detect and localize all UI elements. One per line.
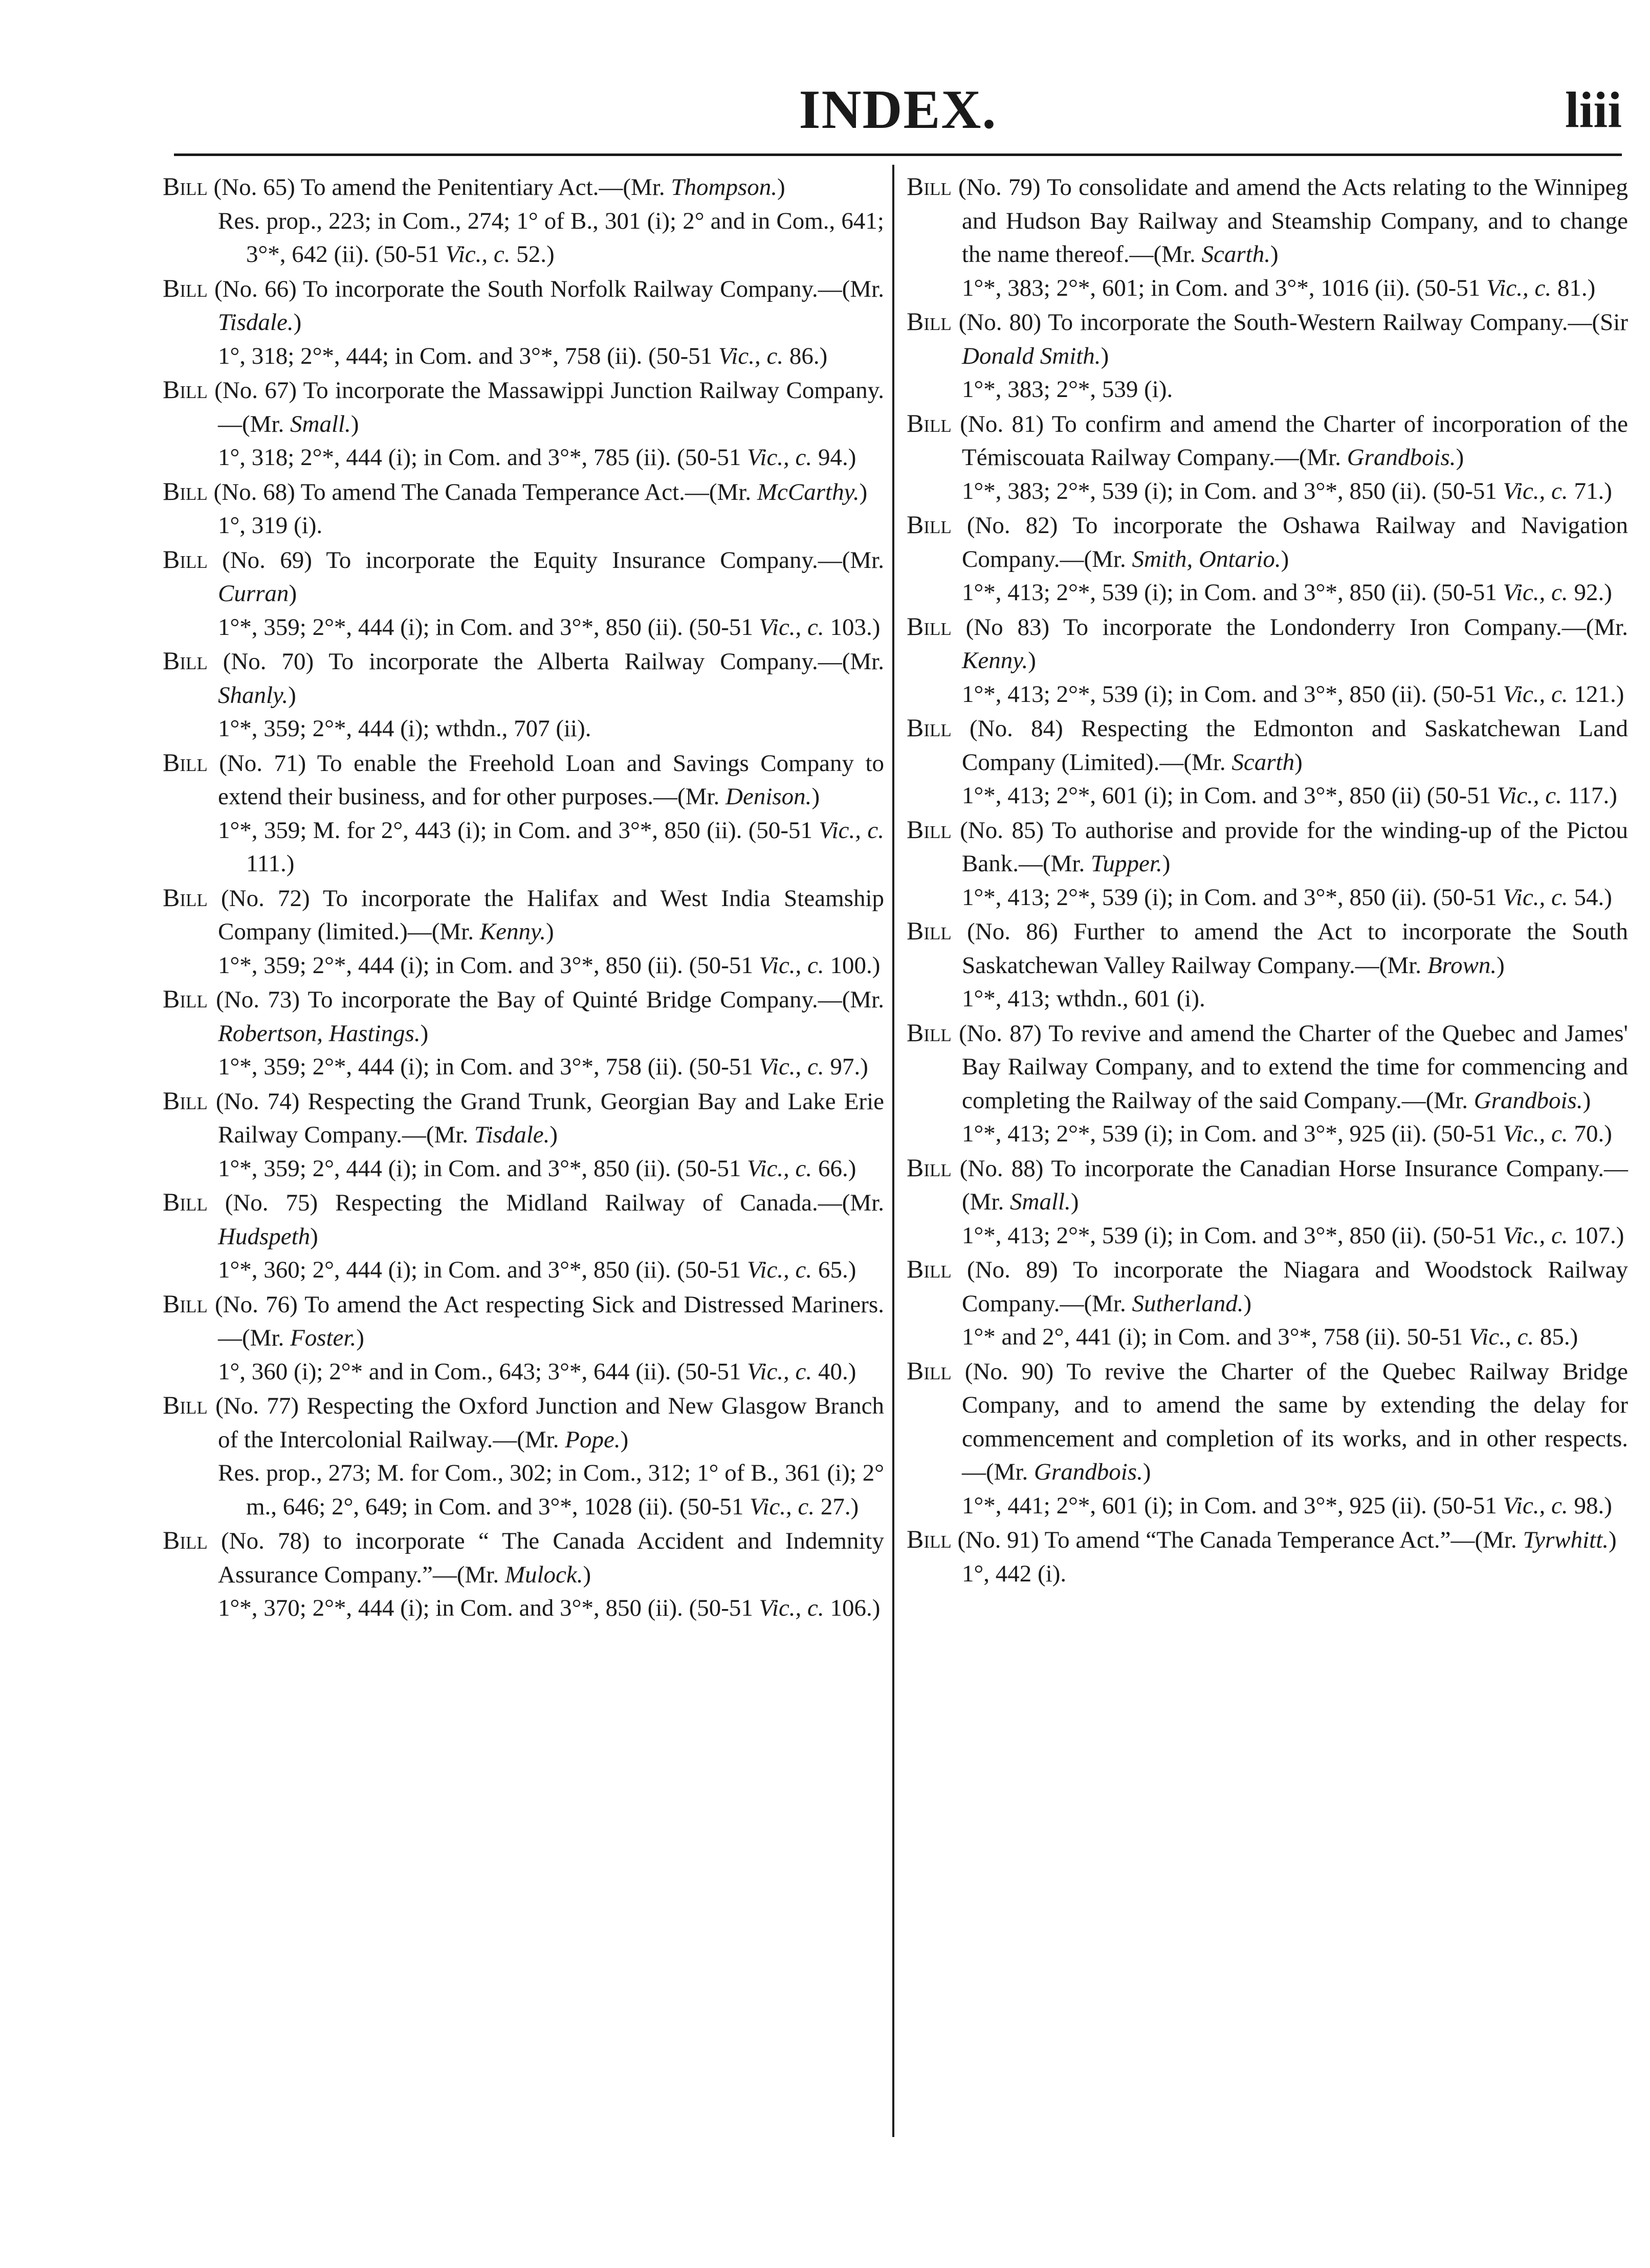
index-entry <box>163 644 884 746</box>
proceedings-text: 1°, 318; 2°*, 444 (i); in Com. and 3°*, 785 (ii). (50-51 <box>218 444 747 471</box>
entry-title: (No. 71) To enable the Freehold Loan and Savings Company to extend their business, and for other purposes.—(Mr. <box>207 750 884 810</box>
statute-chapter: 107.) <box>1568 1222 1624 1249</box>
running-head <box>174 77 1622 143</box>
entry-lead: Bill <box>907 1018 952 1047</box>
entry-title: (No. 68) To amend The Canada Temperance Act.—(Mr. <box>207 478 757 505</box>
entry-sponsor: Donald Smith. <box>962 342 1101 369</box>
entry-proceedings <box>163 611 884 645</box>
entry-sponsor: Grandbois. <box>1347 444 1456 471</box>
entry-sponsor: Hudspeth <box>218 1223 311 1250</box>
entry-sponsor: Mulock. <box>504 1561 583 1588</box>
proceedings-text: Res. prop., 273; M. for Com., 302; in Com., 312; 1° of B., 361 (i); 2° m., 646; 2°, 649; in Com. and 3°*, 1028 (ii). (50-51 <box>218 1460 884 1520</box>
statute-chapter: 54.) <box>1568 884 1612 911</box>
entry-title: (No. 72) To incorporate the Halifax and West India Steamship Company (limited.)—(Mr. <box>207 885 884 945</box>
statute-chapter: 66.) <box>812 1155 856 1182</box>
entry-sponsor: Kenny. <box>962 647 1028 674</box>
entry-title: (No. 84) Respecting the Edmonton and Saskatchewan Land Company (Limited).—(Mr. <box>951 715 1628 776</box>
entry-lead: Bill <box>907 916 952 945</box>
entry-heading-tail: ) <box>545 918 554 945</box>
proceedings-text: 1°*, 359; M. for 2°, 443 (i); in Com. and 3°*, 850 (ii). (50-51 <box>218 817 819 844</box>
statute-ref: Vic., c. <box>1469 1324 1534 1350</box>
entry-proceedings <box>907 678 1628 712</box>
index-entry <box>907 1523 1628 1591</box>
entry-title: (No. 86) Further to amend the Act to incorporate the South Saskatchewan Valley Railway Company.—(Mr. <box>951 918 1628 979</box>
index-entry <box>163 475 884 543</box>
index-entry <box>163 1287 884 1389</box>
entry-title: (No. 87) To revive and amend the Charter of the Quebec and James' Bay Railway Company, and to extend the time for commencing and completing the Railway of the said Company.—(Mr. <box>951 1020 1628 1114</box>
entry-heading <box>163 982 884 1050</box>
statute-ref: Vic., c. <box>1503 1120 1568 1147</box>
entry-proceedings <box>907 373 1628 407</box>
statute-chapter: 65.) <box>812 1257 856 1283</box>
statute-chapter: 97.) <box>824 1053 868 1080</box>
entry-lead: Bill <box>163 172 208 201</box>
entry-title: (No. 77) Respecting the Oxford Junction and New Glasgow Branch of the Intercolonial Railway.—(Mr. <box>207 1393 884 1453</box>
entry-sponsor: Scarth. <box>1201 241 1270 268</box>
proceedings-text: 1°*, 383; 2°*, 539 (i); in Com. and 3°*, 850 (ii). (50-51 <box>962 477 1503 504</box>
statute-chapter: 85.) <box>1534 1324 1578 1350</box>
proceedings-text: 1°*, 359; 2°*, 444 (i); in Com. and 3°*, 758 (ii). (50-51 <box>218 1053 759 1080</box>
statute-ref: Vic., c. <box>1503 477 1568 504</box>
entry-sponsor: Pope. <box>565 1426 621 1453</box>
index-entry <box>163 1389 884 1524</box>
entry-lead: Bill <box>907 307 952 336</box>
entry-sponsor: Kenny. <box>479 918 546 945</box>
statute-chapter: 106.) <box>824 1595 881 1621</box>
entry-heading <box>163 543 884 611</box>
entry-heading-tail: ) <box>310 1223 318 1250</box>
entry-heading <box>163 881 884 949</box>
proceedings-text: Res. prop., 223; in Com., 274; 1° of B., 301 (i); 2° and in Com., 641; 3°*, 642 (ii). (50-51 <box>218 207 884 268</box>
entry-heading <box>907 1151 1628 1219</box>
entry-proceedings <box>163 441 884 475</box>
entry-title: (No. 91) To amend “The Canada Temperance Act.”—(Mr. <box>951 1527 1523 1553</box>
entry-proceedings <box>163 1050 884 1084</box>
entry-heading-tail: ) <box>350 410 359 437</box>
entry-heading <box>907 1523 1628 1557</box>
entry-sponsor: Grandbois. <box>1473 1087 1583 1114</box>
entry-proceedings <box>907 475 1628 509</box>
index-entry <box>163 746 884 881</box>
statute-ref: Vic., c. <box>747 1358 812 1385</box>
entry-heading-tail: ) <box>1270 241 1279 268</box>
entry-heading-tail: ) <box>1294 748 1303 776</box>
proceedings-text: 1°*, 413; wthdn., 601 (i). <box>962 985 1205 1012</box>
entry-heading-tail: ) <box>1609 1527 1617 1553</box>
entry-proceedings <box>163 340 884 373</box>
index-column-right <box>907 170 1628 1591</box>
proceedings-text: 1°*, 370; 2°*, 444 (i); in Com. and 3°*, 850 (ii). (50-51 <box>218 1595 759 1621</box>
statute-ref: Vic., c. <box>759 613 824 641</box>
entry-lead: Bill <box>907 408 952 437</box>
statute-chapter: 111.) <box>246 850 295 877</box>
index-entry <box>907 813 1628 915</box>
proceedings-text: 1°*, 359; 2°*, 444 (i); in Com. and 3°*, 850 (ii). (50-51 <box>218 613 759 641</box>
entry-title: (No. 65) To amend the Penitentiary Act.—(Mr. <box>207 174 671 201</box>
entry-title: (No. 73) To incorporate the Bay of Quinté Bridge Company.—(Mr. <box>207 986 884 1013</box>
entry-lead: Bill <box>163 747 208 777</box>
entry-heading-tail: ) <box>859 478 868 505</box>
entry-proceedings <box>163 205 884 272</box>
entry-title: (No. 74) Respecting the Grand Trunk, Georgian Bay and Lake Erie Railway Company.—(Mr. <box>207 1088 884 1148</box>
statute-chapter: 94.) <box>812 444 856 471</box>
entry-sponsor: Foster. <box>290 1325 357 1351</box>
entry-heading <box>907 610 1628 678</box>
entry-heading-tail: ) <box>293 309 302 336</box>
entry-lead: Bill <box>163 1187 208 1216</box>
entry-heading <box>163 475 884 510</box>
entry-title: (No. 89) To incorporate the Niagara and Woodstock Railway Company.—(Mr. <box>951 1257 1628 1317</box>
entry-lead: Bill <box>907 1153 952 1182</box>
entry-proceedings <box>163 814 884 881</box>
entry-title: (No. 78) to incorporate “ The Canada Accident and Indemnity Assurance Company.”—(Mr. <box>207 1528 884 1588</box>
entry-heading-tail: ) <box>420 1020 429 1047</box>
entry-title: (No. 76) To amend the Act respecting Sick and Distressed Mariners.—(Mr. <box>207 1291 884 1351</box>
entry-proceedings <box>163 509 884 543</box>
index-entry <box>907 1016 1628 1151</box>
entry-heading <box>907 1354 1628 1489</box>
entry-heading-tail: ) <box>289 580 297 607</box>
entry-proceedings <box>907 1117 1628 1151</box>
proceedings-text: 1°*, 413; 2°*, 539 (i); in Com. and 3°*, 925 (ii). (50-51 <box>962 1120 1503 1147</box>
entry-heading <box>163 170 884 205</box>
entry-lead: Bill <box>907 1254 952 1283</box>
statute-ref: Vic., c. <box>1503 884 1568 911</box>
statute-chapter: 92.) <box>1568 579 1612 606</box>
entry-heading-tail: ) <box>777 174 785 201</box>
index-entry <box>907 914 1628 1016</box>
entry-title: (No. 85) To authorise and provide for the winding-up of the Pictou Bank.—(Mr. <box>951 817 1628 877</box>
statute-ref: Vic., c. <box>1503 1222 1568 1249</box>
index-entry <box>907 1151 1628 1253</box>
entry-heading-tail: ) <box>1582 1087 1591 1114</box>
index-entry <box>907 711 1628 813</box>
proceedings-text: 1°*, 413; 2°*, 539 (i); in Com. and 3°*, 850 (ii). (50-51 <box>962 1222 1503 1249</box>
entry-heading <box>907 170 1628 272</box>
statute-chapter: 98.) <box>1568 1492 1612 1519</box>
entry-sponsor: Denison. <box>725 783 812 810</box>
index-column-left <box>163 170 884 1625</box>
statute-ref: Vic., c. <box>747 444 812 471</box>
entry-title: (No 83) To incorporate the Londonderry Iron Company.—(Mr. <box>951 613 1628 641</box>
entry-lead: Bill <box>907 1356 952 1385</box>
entry-sponsor: Shanly. <box>218 681 289 709</box>
entry-title: (No. 79) To consolidate and amend the Acts relating to the Winnipeg and Hudson Bay Railway and Steamship Company, and to change the name thereof.—(Mr. <box>951 174 1628 268</box>
statute-chapter: 70.) <box>1568 1120 1612 1147</box>
entry-proceedings <box>907 576 1628 610</box>
index-entry <box>163 1084 884 1186</box>
entry-sponsor: Tisdale. <box>218 309 294 336</box>
entry-heading <box>907 1252 1628 1320</box>
entry-proceedings <box>907 272 1628 305</box>
proceedings-text: 1°*, 359; 2°, 444 (i); in Com. and 3°*, 850 (ii). (50-51 <box>218 1155 747 1182</box>
entry-title: (No. 82) To incorporate the Oshawa Railway and Navigation Company.—(Mr. <box>951 512 1628 572</box>
statute-chapter: 27.) <box>815 1493 859 1520</box>
statute-chapter: 117.) <box>1561 782 1617 809</box>
entry-heading-tail: ) <box>811 783 820 810</box>
proceedings-text: 1°*, 413; 2°*, 539 (i); in Com. and 3°*, 850 (ii). (50-51 <box>962 884 1503 911</box>
statute-ref: Vic., c. <box>1503 579 1568 606</box>
entry-heading <box>163 746 884 814</box>
proceedings-text: 1°*, 441; 2°*, 601 (i); in Com. and 3°*, 925 (ii). (50-51 <box>962 1492 1503 1519</box>
entry-sponsor: Tisdale. <box>474 1121 550 1148</box>
entry-heading <box>163 1389 884 1457</box>
entry-proceedings <box>907 1557 1628 1591</box>
entry-heading-tail: ) <box>356 1325 364 1351</box>
statute-ref: Vic., c. <box>750 1493 815 1520</box>
entry-heading-tail: ) <box>1243 1290 1252 1317</box>
page-title: INDEX. <box>799 79 997 140</box>
entry-title: (No. 81) To confirm and amend the Charter of incorporation of the Témiscouata Railway Company.—(Mr. <box>951 410 1628 471</box>
entry-heading <box>163 644 884 712</box>
entry-heading-tail: ) <box>549 1121 558 1148</box>
index-entry <box>163 373 884 475</box>
statute-ref: Vic., c. <box>759 1595 824 1621</box>
statute-chapter: 100.) <box>824 952 881 979</box>
statute-chapter: 52.) <box>510 241 555 268</box>
page-number: liii <box>1565 81 1622 138</box>
proceedings-text: 1°*, 360; 2°, 444 (i); in Com. and 3°*, 850 (ii). (50-51 <box>218 1257 747 1283</box>
proceedings-text: 1°, 360 (i); 2°* and in Com., 643; 3°*, 644 (ii). (50-51 <box>218 1358 747 1385</box>
entry-title: (No. 66) To incorporate the South Norfolk Railway Company.—(Mr. <box>207 275 884 302</box>
entry-lead: Bill <box>163 984 208 1013</box>
proceedings-text: 1°, 318; 2°*, 444; in Com. and 3°*, 758 (ii). (50-51 <box>218 342 719 369</box>
entry-sponsor: Small. <box>1010 1188 1071 1215</box>
index-entry <box>907 1354 1628 1523</box>
entry-lead: Bill <box>163 476 208 505</box>
statute-chapter: 71.) <box>1568 477 1612 504</box>
statute-chapter: 40.) <box>812 1358 856 1385</box>
entry-sponsor: Robertson, Hastings. <box>218 1020 421 1047</box>
proceedings-text: 1°*, 413; 2°*, 539 (i); in Com. and 3°*, 850 (ii). (50-51 <box>962 680 1503 708</box>
entry-heading <box>163 1185 884 1253</box>
statute-ref: Vic., c. <box>819 817 884 844</box>
entry-lead: Bill <box>163 375 208 404</box>
entry-heading-tail: ) <box>1456 444 1464 471</box>
entry-lead: Bill <box>907 510 952 539</box>
statute-ref: Vic., c. <box>1497 782 1562 809</box>
entry-sponsor: Brown. <box>1427 952 1497 979</box>
entry-sponsor: Small. <box>290 410 351 437</box>
entry-sponsor: Curran <box>218 580 289 607</box>
entry-title: (No. 70) To incorporate the Alberta Railway Company.—(Mr. <box>207 648 884 675</box>
entry-heading <box>163 272 884 340</box>
index-entry <box>907 1252 1628 1354</box>
index-entry <box>907 610 1628 712</box>
entry-title: (No. 88) To incorporate the Canadian Horse Insurance Company.—(Mr. <box>951 1155 1628 1215</box>
statute-ref: Vic., c. <box>1503 1492 1568 1519</box>
statute-ref: Vic., c. <box>718 342 784 369</box>
entry-heading-tail: ) <box>1281 545 1289 572</box>
statute-ref: Vic., c. <box>1486 274 1552 301</box>
entry-lead: Bill <box>907 611 952 641</box>
entry-heading-tail: ) <box>1162 850 1171 877</box>
entry-heading <box>163 1524 884 1592</box>
entry-lead: Bill <box>163 1391 208 1419</box>
proceedings-text: 1°*, 413; 2°*, 601 (i); in Com. and 3°*, 850 (ii) (50-51 <box>962 782 1497 809</box>
entry-proceedings <box>163 1355 884 1389</box>
entry-proceedings <box>907 1219 1628 1253</box>
entry-lead: Bill <box>907 1525 952 1553</box>
proceedings-text: 1°, 442 (i). <box>962 1560 1067 1587</box>
statute-ref: Vic., c. <box>445 241 511 268</box>
header-rule <box>174 153 1622 156</box>
entry-lead: Bill <box>907 172 952 201</box>
entry-heading-tail: ) <box>1497 952 1505 979</box>
entry-heading-tail: ) <box>1142 1459 1151 1485</box>
entry-heading <box>163 373 884 441</box>
entry-heading <box>163 1084 884 1152</box>
entry-sponsor: Scarth <box>1231 748 1295 776</box>
entry-heading-tail: ) <box>620 1426 629 1453</box>
entry-proceedings <box>907 1489 1628 1523</box>
entry-title: (No. 90) To revive the Charter of the Quebec Railway Bridge Company, and to amend the same by extending the delay for commencement and completion of its works, and in other respects.—(Mr. <box>951 1358 1628 1485</box>
statute-ref: Vic., c. <box>759 952 824 979</box>
statute-chapter: 86.) <box>783 342 828 369</box>
index-entry <box>163 1185 884 1287</box>
entry-sponsor: Smith, Ontario. <box>1132 545 1281 572</box>
proceedings-text: 1°*, 359; 2°*, 444 (i); wthdn., 707 (ii). <box>218 715 591 742</box>
statute-chapter: 81.) <box>1551 274 1596 301</box>
proceedings-text: 1°*, 383; 2°*, 539 (i). <box>962 376 1173 403</box>
proceedings-text: 1°*, 413; 2°*, 539 (i); in Com. and 3°*, 850 (ii). (50-51 <box>962 579 1503 606</box>
entry-heading-tail: ) <box>1070 1188 1079 1215</box>
entry-lead: Bill <box>163 883 208 912</box>
entry-proceedings <box>163 949 884 983</box>
index-entry <box>907 407 1628 509</box>
entry-lead: Bill <box>907 713 952 742</box>
entry-title: (No. 67) To incorporate the Massawippi Junction Railway Company.—(Mr. <box>207 377 884 437</box>
entry-sponsor: McCarthy. <box>757 478 860 505</box>
entry-heading-tail: ) <box>1101 342 1109 369</box>
column-divider <box>892 165 894 2137</box>
entry-heading <box>907 305 1628 373</box>
entry-heading <box>907 711 1628 779</box>
proceedings-text: 1°*, 383; 2°*, 601; in Com. and 3°*, 1016 (ii). (50-51 <box>962 274 1487 301</box>
statute-ref: Vic., c. <box>759 1053 824 1080</box>
entry-heading <box>907 1016 1628 1118</box>
entry-heading <box>907 508 1628 576</box>
entry-sponsor: Thompson. <box>671 174 778 201</box>
statute-ref: Vic., c. <box>747 1257 812 1283</box>
index-entry <box>163 543 884 645</box>
entry-title: (No. 69) To incorporate the Equity Insurance Company.—(Mr. <box>207 546 884 574</box>
entry-lead: Bill <box>163 273 208 302</box>
entry-proceedings <box>163 1152 884 1186</box>
statute-chapter: 103.) <box>824 613 881 641</box>
entry-proceedings <box>907 779 1628 813</box>
entry-heading <box>163 1287 884 1355</box>
entry-proceedings <box>163 1457 884 1524</box>
index-entry <box>163 170 884 272</box>
entry-sponsor: Tyrwhitt. <box>1523 1527 1609 1553</box>
entry-heading-tail: ) <box>1028 647 1036 674</box>
entry-lead: Bill <box>163 544 208 574</box>
entry-lead: Bill <box>163 1526 208 1554</box>
index-entry <box>163 881 884 983</box>
statute-ref: Vic., c. <box>747 1155 812 1182</box>
entry-proceedings <box>907 881 1628 915</box>
proceedings-text: 1°*, 359; 2°*, 444 (i); in Com. and 3°*, 850 (ii). (50-51 <box>218 952 759 979</box>
entry-proceedings <box>163 712 884 746</box>
index-entry <box>907 305 1628 407</box>
index-entry <box>907 508 1628 610</box>
entry-heading-tail: ) <box>288 681 296 709</box>
entry-proceedings <box>163 1592 884 1625</box>
entry-heading <box>907 914 1628 982</box>
statute-chapter: 121.) <box>1568 680 1624 708</box>
entry-title: (No. 75) Respecting the Midland Railway of Canada.—(Mr. <box>207 1190 884 1216</box>
entry-lead: Bill <box>163 1086 208 1115</box>
entry-sponsor: Tupper. <box>1090 850 1162 877</box>
entry-heading <box>907 813 1628 881</box>
entry-heading <box>907 407 1628 475</box>
entry-heading-tail: ) <box>583 1561 591 1588</box>
index-entry <box>163 1524 884 1625</box>
statute-ref: Vic., c. <box>1503 680 1568 708</box>
entry-lead: Bill <box>163 646 208 675</box>
entry-lead: Bill <box>907 814 952 844</box>
entry-sponsor: Sutherland. <box>1132 1290 1244 1317</box>
index-entry <box>163 272 884 373</box>
entry-sponsor: Grandbois. <box>1034 1459 1143 1485</box>
entry-proceedings <box>907 1320 1628 1354</box>
entry-proceedings <box>907 982 1628 1016</box>
proceedings-text: 1°, 319 (i). <box>218 512 323 539</box>
entry-title: (No. 80) To incorporate the South-Western Railway Company.—(Sir <box>951 309 1628 336</box>
index-entry <box>907 170 1628 305</box>
proceedings-text: 1°* and 2°, 441 (i); in Com. and 3°*, 758 (ii). 50-51 <box>962 1324 1469 1350</box>
entry-lead: Bill <box>163 1289 208 1318</box>
index-entry <box>163 982 884 1084</box>
entry-proceedings <box>163 1253 884 1287</box>
